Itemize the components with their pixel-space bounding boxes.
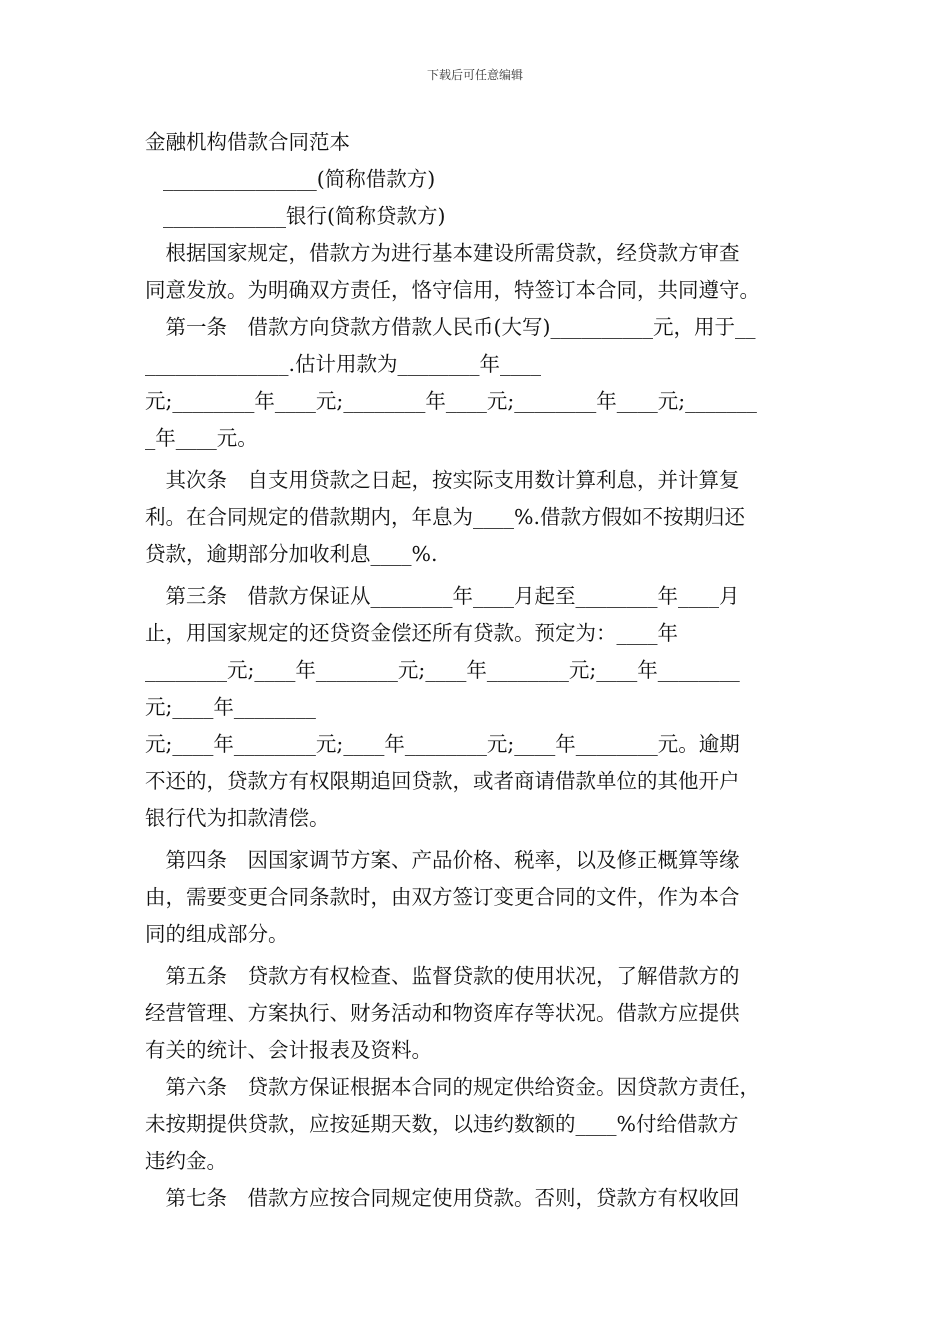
article-2 [145,462,810,573]
paragraph-line: 贷款，逾期部分加收利息____%. [145,542,438,566]
document-title: 金融机构借款合同范本 [145,130,350,154]
paragraph-line: 根据国家规定，借款方为进行基本建设所需贷款，经贷款方审查 [145,241,740,265]
paragraph-line: 有关的统计、会计报表及资料。 [145,1038,432,1062]
header-note: 下载后可任意编辑 [426,68,523,82]
paragraph-line: 第四条 因国家调节方案、产品价格、税率，以及修正概算等缘 [145,848,740,872]
paragraph-line: ______________.估计用款为________年____ [145,352,542,376]
paragraph-line: 第七条 借款方应按合同规定使用贷款。否则，贷款方有权收回 [145,1186,740,1210]
paragraph-line: ________元;____年________元;____年________元;____年________ [145,658,740,682]
paragraph-line: 止，用国家规定的还贷资金偿还所有贷款。预定为：____年 [145,621,678,645]
paragraph-line: 由，需要变更合同条款时，由双方签订变更合同的文件，作为本合 [145,885,740,909]
article-4 [145,842,810,953]
paragraph-line: 第一条 借款方向贷款方借款人民币(大写)__________元，用于__ [145,315,756,339]
paragraph-line: 银行代为扣款清偿。 [145,806,330,830]
preamble-paragraph [145,235,810,309]
article-7 [145,1180,810,1217]
article-6 [145,1069,810,1180]
paragraph-line: 元;________年____元;________年____元;________年____元;_______ [145,389,757,413]
lender-line: ____________银行(简称贷款方) [163,204,446,228]
article-1 [145,309,810,457]
paragraph-line: 第六条 贷款方保证根据本合同的规定供给资金。因贷款方责任， [145,1075,760,1099]
paragraph-line: 第五条 贷款方有权检查、监督贷款的使用状况，了解借款方的 [145,964,740,988]
article-5 [145,958,810,1069]
paragraph-line: 同的组成部分。 [145,922,289,946]
paragraph-line: 未按期提供贷款，应按延期天数，以违约数额的____%付给借款方 [145,1112,739,1136]
paragraph-line: 其次条 自支用贷款之日起，按实际支用数计算利息，并计算复 [145,468,740,492]
paragraph-line: 元;____年________元;____年________元;____年________元。逾期 [145,732,740,756]
paragraph-line: 利。在合同规定的借款期内，年息为____%.借款方假如不按期归还 [145,505,745,529]
document-body [145,124,810,1217]
paragraph-line: 不还的，贷款方有权限期追回贷款，或者商请借款单位的其他开户 [145,769,740,793]
paragraph-line: 经营管理、方案执行、财务活动和物资库存等状况。借款方应提供 [145,1001,740,1025]
paragraph-line: _年____元。 [145,426,258,450]
paragraph-line: 同意发放。为明确双方责任，恪守信用，特签订本合同，共同遵守。 [145,278,760,302]
paragraph-line: 元;____年________ [145,695,316,719]
article-3 [145,578,810,837]
paragraph-line: 违约金。 [145,1149,227,1173]
paragraph-line: 第三条 借款方保证从________年____月起至________年____月 [145,584,740,608]
borrower-line: _______________(简称借款方) [163,167,436,191]
